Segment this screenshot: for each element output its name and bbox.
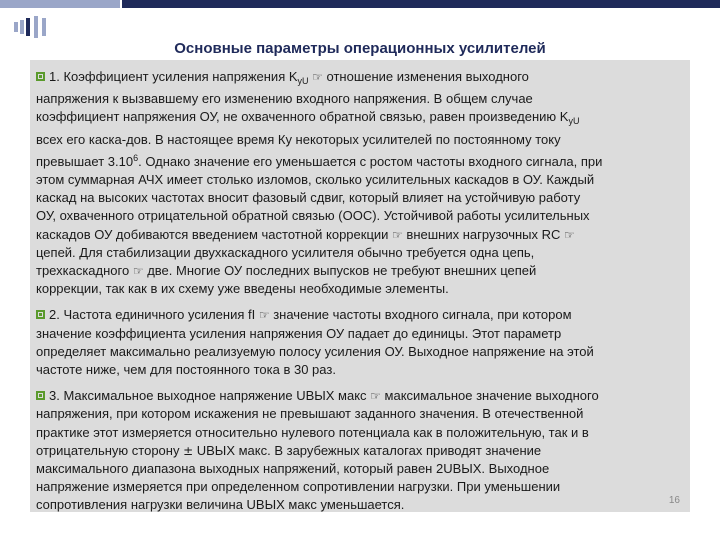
text-segment: коэффициент напряжения ОУ, не охваченного обратной связью, равен произведению K [36, 109, 569, 125]
text-segment: коррекции, так как в их схему уже введены необходимые элементы. [36, 281, 449, 297]
deco-square [26, 18, 30, 36]
deco-square [42, 18, 46, 36]
text-segment: максимального диапазона выходных напряжений, который равен 2UВЫХ. Выходное [36, 461, 550, 477]
text-segment: значение частоты входного сигнала, при котором [269, 307, 572, 323]
subscript-text: уU [297, 76, 309, 86]
text-segment: частоте ниже, чем для постоянного тока в 30 раз. [36, 362, 336, 378]
text-segment: всех его каска-дов. В настоящее время Ку некоторых усилителей по постоянному току [36, 131, 561, 147]
text-segment: внешних нагрузочных RC [402, 226, 565, 242]
symbol-glyph: ☞ [370, 389, 381, 404]
symbol-glyph: ☞ [392, 227, 403, 242]
subscript-text: уU [568, 116, 580, 127]
text-segment: определяет максимально реализуемую полосу усиления ОУ. Выходное напряжение на этой [36, 343, 594, 359]
square-bullet-icon [36, 391, 45, 400]
deco-square [20, 20, 24, 34]
text-segment: ОУ, охваченного отрицательной обратной связью (ООС). Устойчивой работы усилительных [36, 208, 590, 224]
text-segment: этом суммарная АЧХ имеет столько изломов, сколько усилительных каскадов в ОУ. Каждый [36, 172, 595, 188]
text-line [36, 131, 684, 149]
text-line [36, 387, 684, 405]
square-bullet-icon [36, 72, 45, 81]
text-line [36, 207, 684, 225]
paragraph [36, 306, 684, 379]
text-line [36, 361, 684, 379]
text-segment: максимальное значение выходного [380, 388, 599, 404]
text-line [36, 460, 684, 478]
text-segment: 2. Частота единичного усиления fI [49, 307, 259, 323]
text-line [36, 405, 684, 423]
text-line [36, 244, 684, 262]
text-line [36, 325, 684, 343]
left-decoration-squares [0, 12, 60, 52]
text-line [36, 189, 684, 207]
symbol-glyph: ☞ [312, 70, 323, 84]
text-segment: напряжения к вызвавшему его изменению входного напряжения. В общем случае [36, 91, 533, 107]
text-segment: практике этот измеряется относительно нулевого потенциала как в положительную, так и в [36, 424, 589, 440]
text-segment: каскад на высоких частотах вносит фазовый сдвиг, который влияет на устойчивую работу [36, 190, 581, 206]
text-segment: отрицательную сторону [36, 442, 184, 458]
text-line [36, 424, 684, 442]
text-segment: UВЫХ макс. В зарубежных каталогах приводят значение [193, 442, 542, 458]
content-box [30, 60, 690, 512]
slide-title: Основные параметры операционных усилителей [174, 40, 546, 57]
text-line [36, 306, 684, 324]
deco-block [0, 0, 120, 8]
text-line [36, 90, 684, 108]
text-line [36, 149, 684, 171]
text-line [36, 171, 684, 189]
text-segment: сопротивления нагрузки величина UВЫХ макс уменьшается. [36, 497, 405, 513]
deco-square [14, 22, 18, 32]
deco-block [122, 0, 720, 8]
text-segment: каскадов ОУ добиваются введением частотной коррекции [36, 226, 393, 242]
text-segment: напряжение измеряется при определенном сопротивлении нагрузки. При уменьшении [36, 479, 561, 495]
symbol-glyph: ± [183, 443, 194, 458]
text-line [36, 280, 684, 298]
text-segment: трехкаскадного [36, 263, 133, 279]
text-line [36, 496, 684, 514]
text-line [36, 343, 684, 361]
square-bullet-icon [36, 310, 45, 319]
page-number: 16 [668, 495, 680, 506]
deco-square [34, 16, 38, 38]
text-segment: 1. Коэффициент усиления напряжения K [49, 69, 298, 84]
text-segment: 3. Максимальное выходное напряжение UВЫХ макс [49, 388, 371, 404]
text-line [36, 262, 684, 280]
text-segment: значение коэффициента усиления напряжения ОУ падает до единицы. Этот параметр [36, 325, 562, 341]
text-segment: две. Многие ОУ последних выпусков не требуют внешних цепей [143, 263, 537, 279]
text-line [36, 226, 684, 244]
paragraph [36, 387, 684, 514]
symbol-glyph: ☞ [132, 264, 144, 279]
text-line [36, 442, 684, 460]
top-decoration-bar [0, 0, 720, 10]
symbol-glyph: ☞ [258, 308, 270, 323]
text-line [36, 478, 684, 496]
text-segment: цепей. Для стабилизации двухкаскадного усилителя обычно требуется одна цепь, [36, 244, 535, 260]
text-line [36, 68, 684, 90]
text-segment: напряжения, при котором искажения не превышают заданного значения. В отечественной [36, 406, 584, 422]
text-segment: превышает 3.10 [36, 153, 134, 169]
subscript-text: 6 [133, 152, 139, 163]
text-segment: отношение изменения выходного [322, 69, 529, 84]
symbol-glyph: ☞ [564, 227, 575, 242]
text-segment: . Однако значение его уменьшается с ростом частоты входного сигнала, при [138, 153, 603, 169]
paragraph [36, 68, 684, 298]
text-line [36, 108, 684, 130]
